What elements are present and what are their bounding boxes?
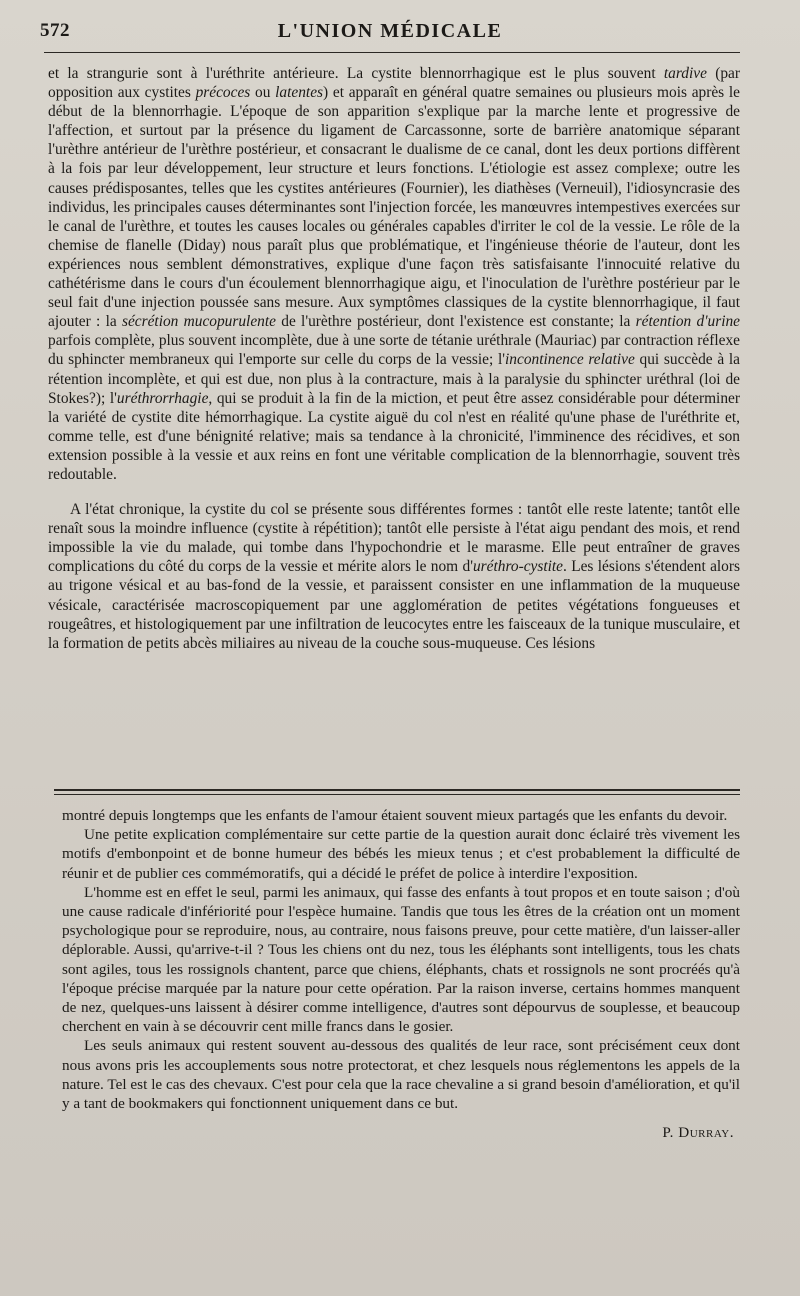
text-run: qui succède à la rétention incomplète, et qui est due, non plus à la contracture, mais à la paralysie du sphincter uréthral (loi de Stokes?); l' — [48, 351, 740, 407]
italic-term: précoces — [195, 84, 251, 102]
italic-term: uréthro-cystite — [472, 558, 564, 576]
article-body — [48, 64, 740, 653]
italic-term: sécrétion mucopurulente — [121, 313, 276, 331]
italic-term: rétention d'urine — [635, 313, 740, 331]
italic-term: latentes — [275, 84, 324, 102]
feuilleton-separator — [54, 789, 740, 795]
italic-term: uréthrorrhagie — [116, 389, 209, 407]
article-paragraph-1 — [48, 64, 740, 484]
author-signature: P. Durray. — [662, 1124, 734, 1142]
italic-term: tardive — [663, 65, 707, 82]
page-header — [40, 16, 740, 48]
text-run: ou — [250, 84, 276, 102]
feuilleton-paragraph-3: L'homme est en effet le seul, parmi les animaux, qui fasse des enfants à tout propos et en toute saison ; d'où une cause radicale d'infériorité pour l'espèce humaine. Tandis que tous les êtres de la création ont un moment psychologique pour se reproduire, nous, au contraire, nous faisons preuve, pour cette matière, d'un laisser-aller déplorable. Aussi, qu'arrive-t-il ? Tous les chiens ont du nez, tous les éléphants sont intelligents, tous les chats sont agiles, tous les rossignols chantent, parce que chiens, éléphants, chats et rossignols ne sont procréés qu'à l'époque précise marquée par la nature pour cette opération. Par la raison inverse, certains hommes manquent de nez, quelques-uns laissent à désirer comme intelligence, d'autres sont dépourvus de souplesse, et beaucoup cherchent en vain à se découvrir cent mille francs dans le gosier. — [62, 883, 740, 1036]
feuilleton-paragraph-1: montré depuis longtemps que les enfants de l'amour étaient souvent mieux partagés que les enfants du devoir. — [62, 807, 728, 824]
feuilleton-paragraph-4: Les seuls animaux qui restent souvent au-dessous des qualités de leur race, sont précisément ceux dont nous avons pris les accouplements sous notre protectorat, et chez lesquels nous réglementons les appels de la nature. Tel est le cas des chevaux. C'est pour cela que la race chevaline a si grand besoin d'amélioration, et qu'il y a tant de bookmakers qui fonctionnent uniquement dans ce but. — [62, 1037, 740, 1113]
page-number: 572 — [40, 20, 70, 41]
running-title: L'UNION MÉDICALE — [277, 20, 503, 42]
feuilleton-body — [62, 806, 740, 1142]
text-run: . Les lésions s'étendent alors au trigone vésical et au bas-fond de la vessie, et paraissent consister en une inflammation de la muqueuse vésicale, caractérisée macroscopiquement par une agglomération de petites végétations fongueuses et rougeâtres, et histologiquement par une infiltration de leucocytes entre les faisceaux de la tunique musculaire, et la formation de petits abcès miliaires au niveau de la couche sous-muqueuse. Ces lésions — [48, 558, 740, 652]
text-run: parfois complète, plus souvent incomplète, due à une sorte de tétanie uréthrale (Mauriac) par contraction réflexe du sphincter membraneux qui l'emporte sur celle du corps de la vessie; l' — [48, 332, 740, 369]
header-rule — [44, 52, 740, 53]
text-run: A l'état chronique, la cystite du col se présente sous différentes formes : tantôt elle reste latente; tantôt elle renaît sous la moindre influence (cystite à répétition); tantôt elle persiste à l'état aigu pendant des mois, et rend impossible la vie du malade, qui tombe dans l'hypochondrie et le marasme. Elle peut entraîner de graves complications du côté du corps de la vessie et mérite alors le nom d' — [48, 501, 740, 576]
feuilleton-paragraph-2 — [62, 825, 740, 883]
feuilleton-paragraph-2-text: Une petite explication complémentaire sur cette partie de la question aurait donc éclairé très vivement les motifs d'embonpoint et de bonne humeur des bébés les mieux tenus ; et c'est probablement la difficulté de réunir et de publier ces commémoratifs, qui a décidé le préfet de police à interdire l'exposition. — [62, 826, 740, 882]
text-run: de l'urèthre postérieur, dont l'existence est constante; la — [275, 313, 636, 331]
text-run: (par opposition aux cystites — [48, 65, 740, 102]
text-run: et la strangurie sont à l'uréthrite antérieure. La cystite blennorrhagique est le plus souvent — [48, 65, 664, 82]
italic-term: incontinence relative — [505, 351, 635, 369]
article-paragraph-2 — [48, 500, 740, 653]
text-run: , qui se produit à la fin de la miction, et peut être assez considérable pour déterminer la variété de cystite dite hémorrhagique. La cystite aiguë du col n'est en réalité qu'une phase de l'uréthrite et, comme telle, est d'une bénignité relative; mais sa tendance à la chronicité, l'imminence des récidives, et son extension possible à la vessie et aux reins en font une véritable complication de la blennorrhagie, souvent très redoutable. — [48, 389, 740, 483]
text-run: ) et apparaît en général quatre semaines ou plusieurs mois après le début de la blennorrhagie. L'époque de son apparition s'explique par la marche lente et progressive de l'affection, et surtout par la présence du ligament de Carcassonne, sorte de barrière anatomique séparant l'urèthre antérieur de l'urèthre postérieur, et consacrant le dualisme de ce canal, dont les deux portions diffèrent à la fois par leur développement, leur structure et leurs fonctions. L'étiologie est assez complexe; outre les causes prédisposantes, telles que les cystites antérieures (Fournier), les diathèses (Verneuil), l'idiosyncrasie des individus, les principales causes déterminantes sont l'injection forcée, les manœuvres intempestives exercées sur le canal de l'urèthre, et toutes les causes locales ou générales capables d'irriter le col de la vessie. Le rôle de la chemise de flanelle (Diday) nous paraît plus que problématique, et l'ingénieuse théorie de l'auteur, dont les expériences nous semblent démonstratives, explique d'une façon très satisfaisante l'innocuité relative du cathétérisme dans le cours d'un écoulement blennorrhagique aigu, et l'inoculation de l'urèthre postérieur par le seul fait d'une injection poussée sans mesure. Aux symptômes classiques de la cystite blennorrhagique, il faut ajouter : la — [48, 84, 740, 331]
